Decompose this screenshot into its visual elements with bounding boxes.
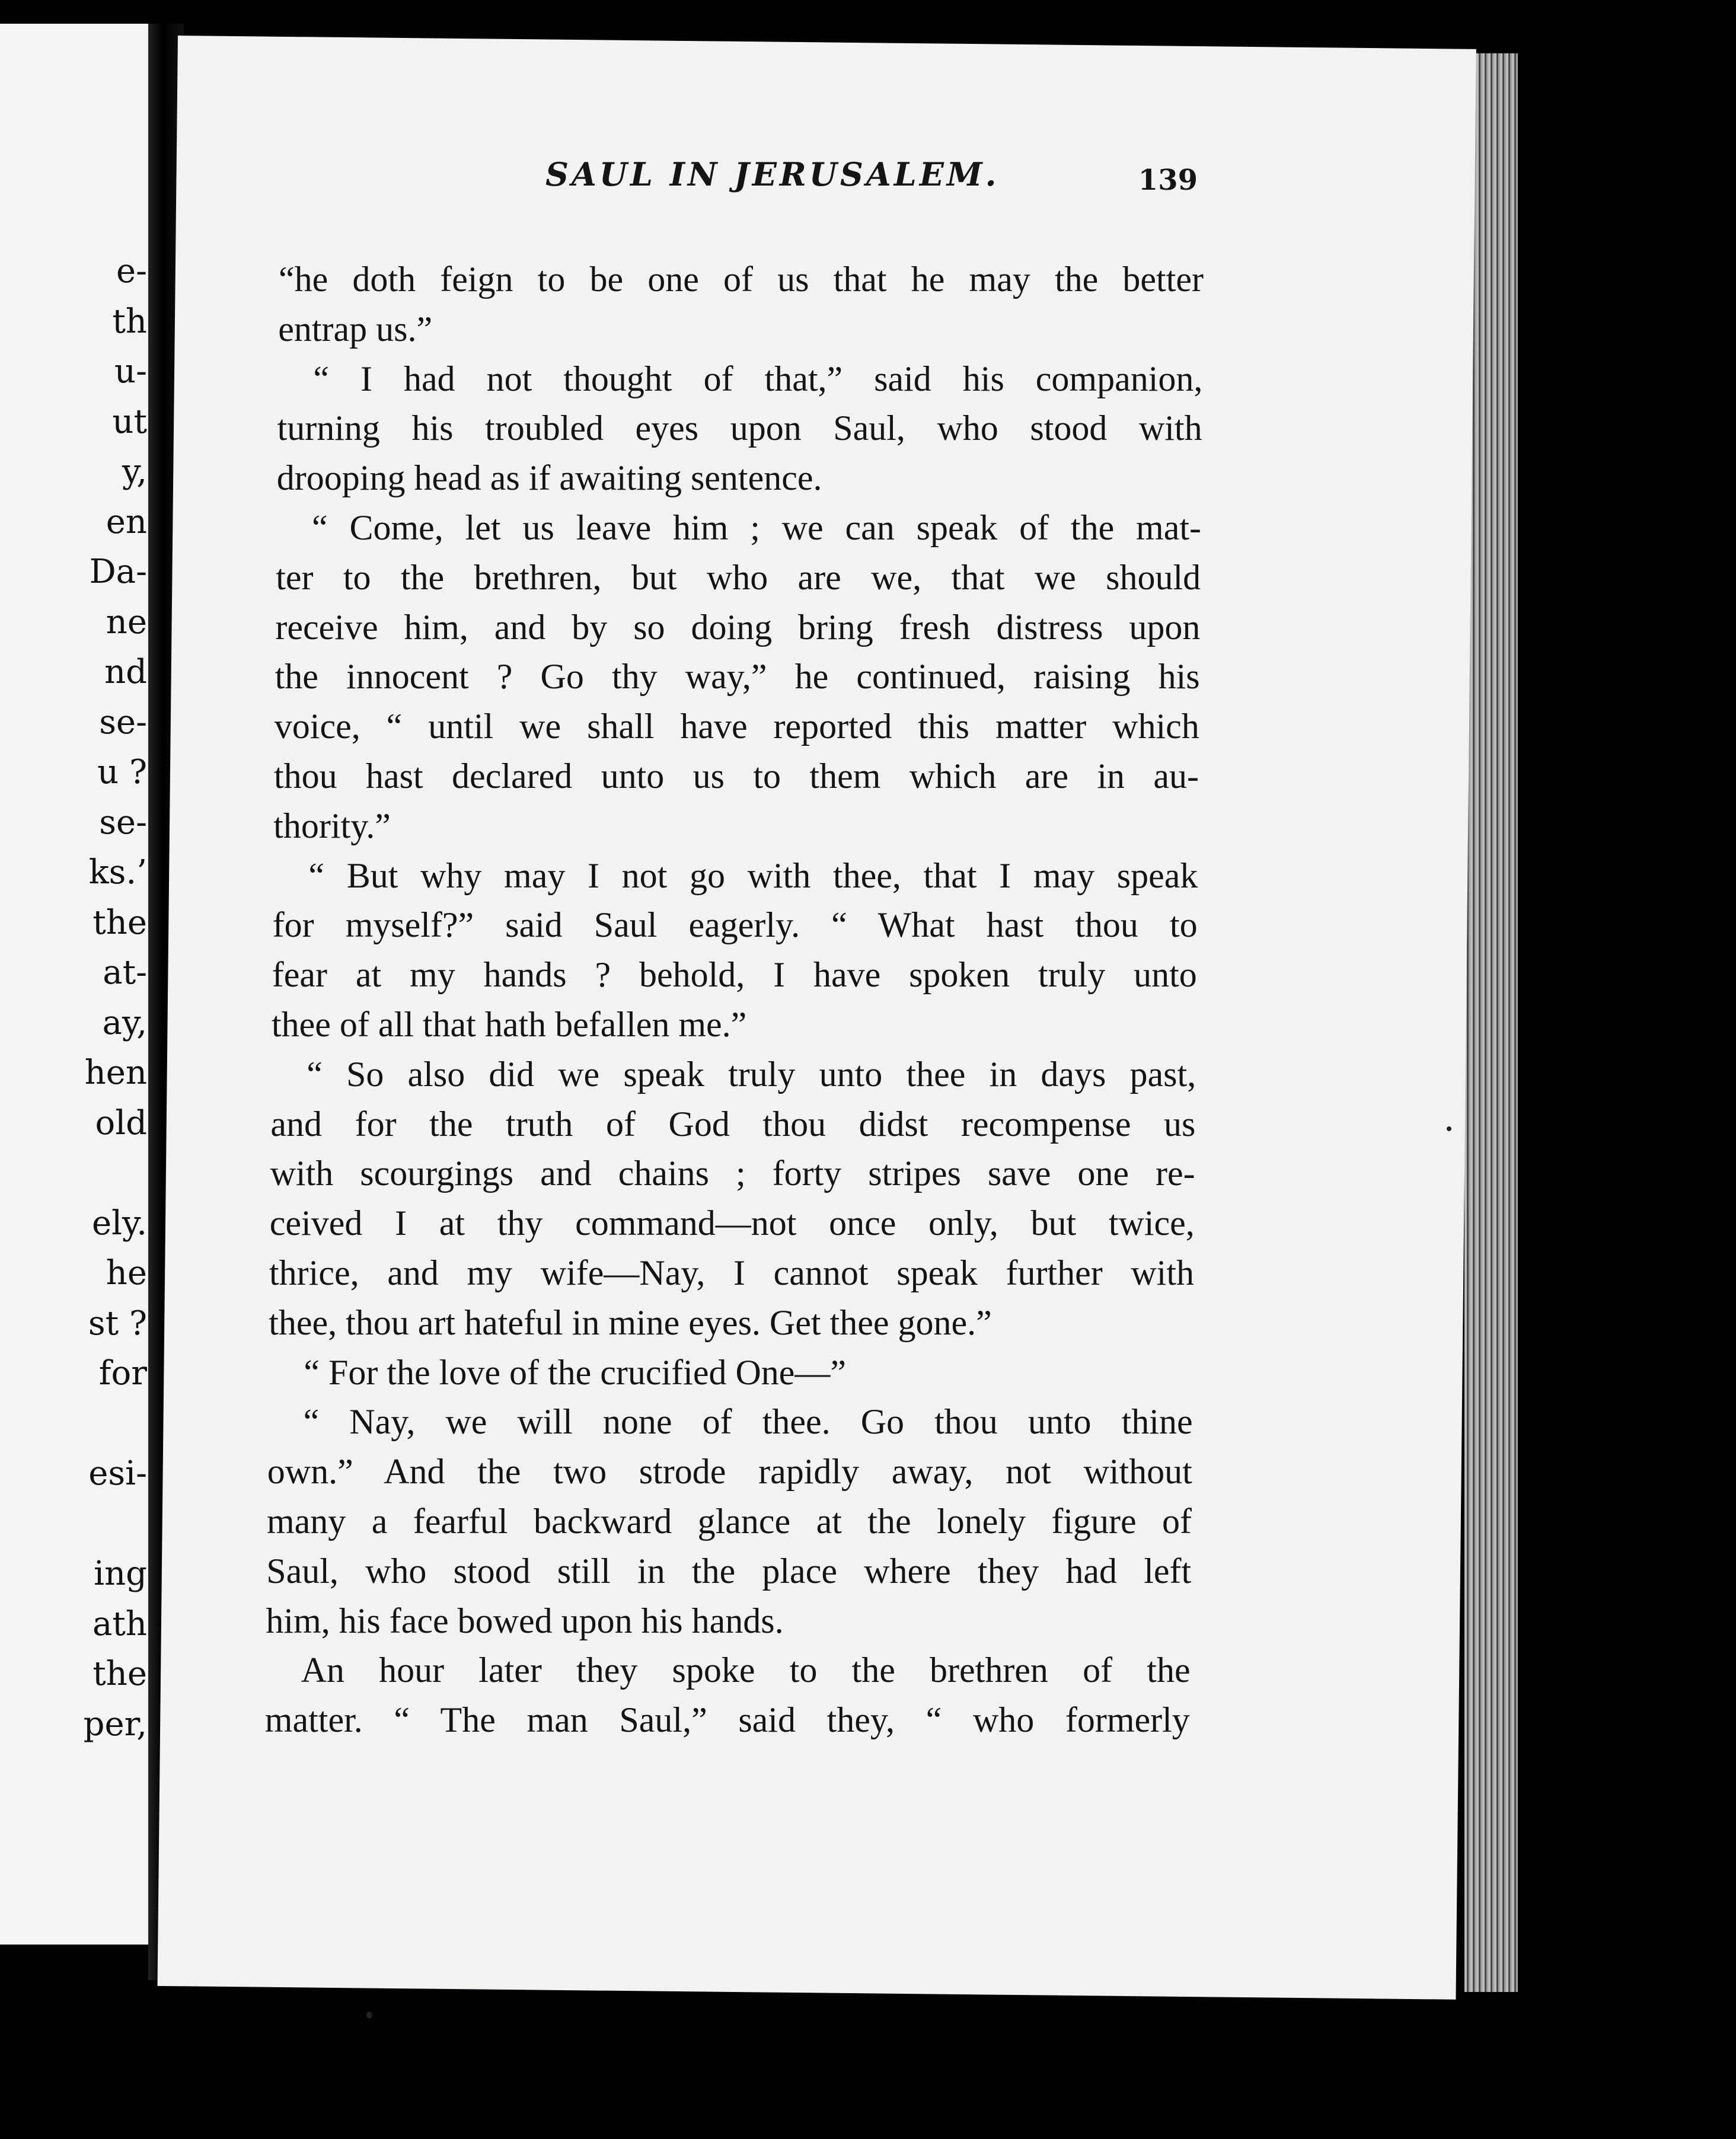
left-page-fragment: ks.’ [88, 853, 147, 892]
text-line: receive him, and by so doing bring fresh distress upon [275, 607, 1201, 647]
text-line: thee, thou art hateful in mine eyes. Get thee gone.” [269, 1302, 992, 1342]
text-line: “ Come, let us leave him ; we can speak of the mat- [312, 507, 1201, 547]
text-line: thee of all that hath befallen me.” [272, 1004, 747, 1044]
text-line: “ But why may I not go with thee, that I may speak [308, 855, 1198, 895]
text-line: “he doth feign to be one of us that he may the better [279, 260, 1204, 299]
left-page-fragment: en [106, 502, 147, 541]
text-line: entrap us.” [278, 309, 433, 349]
text-line: ter to the brethren, but who are we, that we should [276, 557, 1201, 597]
left-page-fragment: se- [99, 803, 147, 842]
left-page-fragment: he [106, 1254, 147, 1292]
text-line: for myself?” said Saul eagerly. “ What hast thou to [272, 905, 1198, 945]
left-page-fragment: per, [83, 1704, 147, 1744]
text-line: turning his troubled eyes upon Saul, who stood with [277, 408, 1202, 448]
text-line: many a fearful backward glance at the lonely figure of [267, 1501, 1192, 1541]
text-line: Saul, who stood still in the place where they had left [266, 1551, 1192, 1591]
left-page-fragment: y, [122, 452, 147, 491]
text-line: with scourgings and chains ; forty stripes save one re- [270, 1154, 1195, 1193]
left-page-fragment: u- [114, 352, 147, 391]
left-page-fragment: se- [99, 703, 147, 742]
text-line: matter. “ The man Saul,” said they, “ who formerly [264, 1700, 1190, 1740]
left-page-fragment: the [92, 1655, 147, 1693]
left-page-fragment: for [98, 1354, 147, 1393]
left-page-fragment: the [92, 903, 147, 942]
left-page-fragment: ne [106, 602, 147, 641]
text-line: thou hast declared unto us to them which are in au- [274, 756, 1199, 796]
left-page-fragment: e- [116, 252, 147, 290]
left-page-fragment: hen [84, 1053, 147, 1092]
text-line: voice, “ until we shall have reported this matter which [274, 707, 1199, 746]
ink-speck [366, 2012, 372, 2019]
text-line: thority.” [273, 806, 391, 845]
text-line: thrice, and my wife—Nay, I cannot speak further with [269, 1253, 1194, 1292]
left-page-fragment: ing [94, 1554, 147, 1593]
left-page-fragment: at- [103, 953, 147, 992]
left-page-fragment: u ? [97, 753, 147, 791]
text-line: An hour later they spoke to the brethren of the [301, 1650, 1191, 1690]
text-line: drooping head as if awaiting sentence. [276, 458, 822, 498]
ink-speck [1447, 1126, 1451, 1131]
left-page-fragment: esi- [88, 1454, 147, 1493]
left-page-fragment: st ? [88, 1304, 147, 1343]
left-page-fragment: ely. [91, 1203, 147, 1243]
text-line: fear at my hands ? behold, I have spoken truly unto [272, 955, 1197, 995]
left-page-fragment: ath [92, 1604, 147, 1643]
text-line: ceived I at thy command—not once only, but twice, [269, 1203, 1195, 1243]
left-page-fragment: nd [104, 653, 147, 691]
text-line: “ I had not thought of that,” said his companion, [313, 359, 1203, 398]
text-line: him, his face bowed upon his hands. [266, 1601, 784, 1640]
text-line: own.” And the two strode rapidly away, not without [267, 1452, 1192, 1492]
text-line: “ For the love of the crucified One—” [304, 1352, 847, 1392]
text-line: the innocent ? Go thy way,” he continued, raising his [275, 657, 1200, 697]
left-page-fragment: old [95, 1103, 147, 1142]
left-page-fragment: Da- [89, 553, 147, 591]
text-line: “ Nay, we will none of thee. Go thou unto thine [303, 1402, 1193, 1442]
left-page-fragment: ay, [102, 1003, 147, 1042]
body-text [264, 255, 1204, 1745]
text-line: “ So also did we speak truly unto thee in days past, [307, 1054, 1196, 1094]
running-title: SAUL IN JERUSALEM. [545, 155, 1000, 193]
left-page-fragment: ut [112, 402, 147, 441]
left-page-fragment: th [112, 302, 147, 341]
left-page-edge [0, 24, 154, 1945]
running-head [356, 155, 1198, 203]
page-number: 139 [1138, 164, 1198, 197]
text-line: and for the truth of God thou didst recompense us [270, 1104, 1196, 1144]
